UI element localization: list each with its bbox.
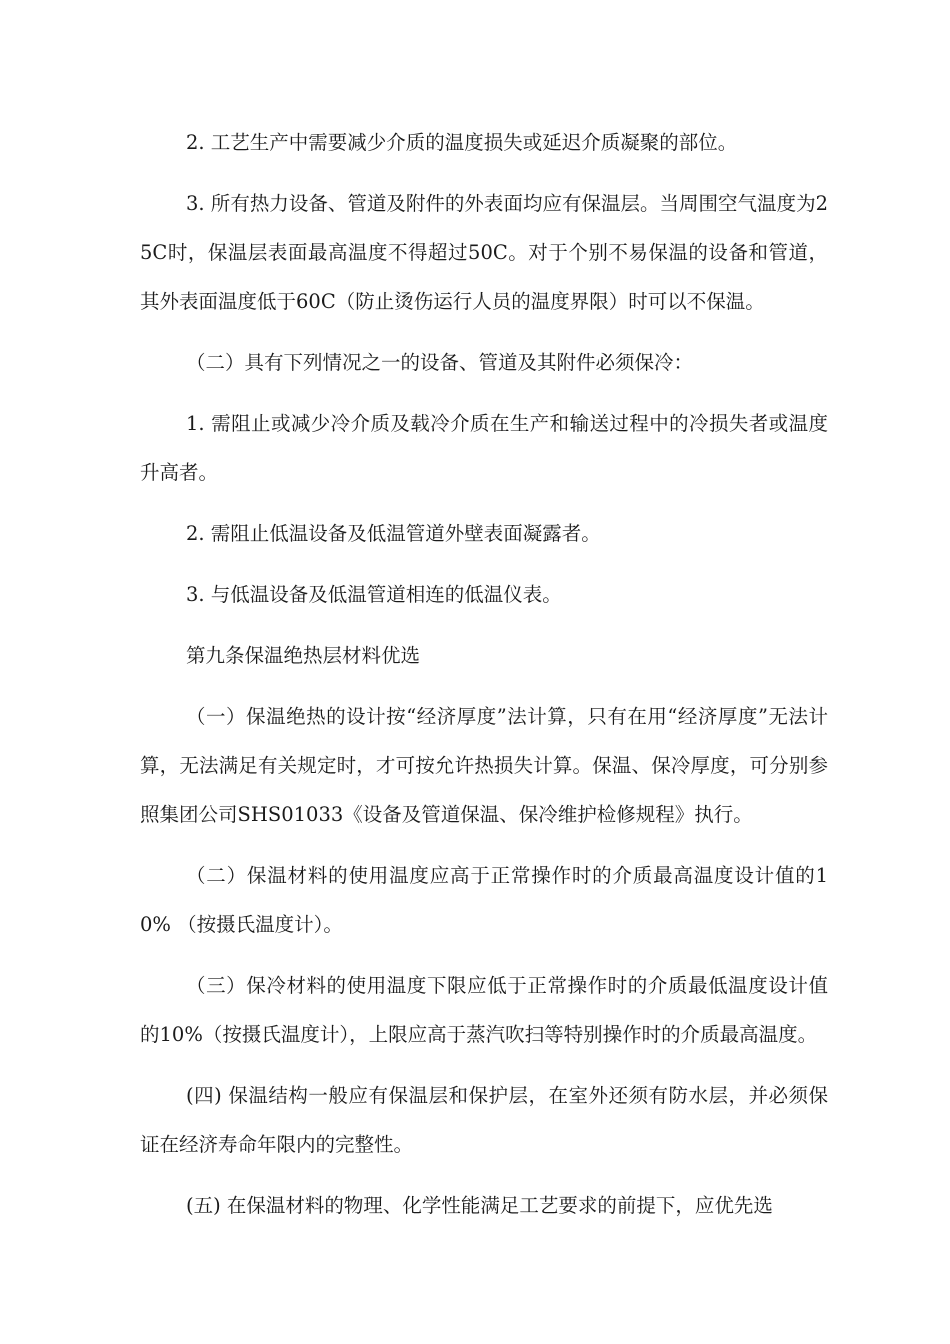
paragraph-3: （二）具有下列情况之一的设备、管道及其附件必须保冷：: [186, 351, 694, 374]
section-heading: 第九条保温绝热层材料优选: [186, 644, 421, 667]
paragraph-9: （二）保温材料的使用温度应高于正常操作时的介质最高温度设计值的10% （按摄氏温度计）。: [140, 864, 828, 936]
paragraph-10: （三）保冷材料的使用温度下限应低于正常操作时的介质最低温度设计值的10%（按摄氏温度计），上限应高于蒸汽吹扫等特别操作时的介质最高温度。: [140, 974, 828, 1046]
paragraph-5: 2. 需阻止低温设备及低温管道外壁表面凝露者。: [186, 522, 601, 545]
paragraph-8: （一）保温绝热的设计按“经济厚度”法计算，只有在用“经济厚度”无法计算，无法满足有关规定时，才可按允许热损失计算。保温、保冷厚度，可分别参照集团公司SHS01033《设备及管道保温、保冷维护检修规程》执行。: [140, 705, 828, 826]
paragraph-6: 3. 与低温设备及低温管道相连的低温仪表。: [186, 583, 562, 606]
document-body: [140, 118, 828, 1230]
paragraph-11: (四) 保温结构一般应有保温层和保护层，在室外还须有防水层，并必须保证在经济寿命年限内的完整性。: [140, 1084, 828, 1156]
paragraph-12: (五) 在保温材料的物理、化学性能满足工艺要求的前提下，应优先选: [186, 1194, 773, 1217]
paragraph-2: 3. 所有热力设备、管道及附件的外表面均应有保温层。当周围空气温度为25C时，保温层表面最高温度不得超过50C。对于个别不易保温的设备和管道，其外表面温度低于60C（防止烫伤运行人员的温度界限）时可以不保温。: [140, 192, 828, 313]
paragraph-4: 1. 需阻止或减少冷介质及载冷介质在生产和输送过程中的冷损失者或温度升高者。: [140, 412, 828, 484]
paragraph-1: 2. 工艺生产中需要减少介质的温度损失或延迟介质凝聚的部位。: [186, 131, 738, 154]
